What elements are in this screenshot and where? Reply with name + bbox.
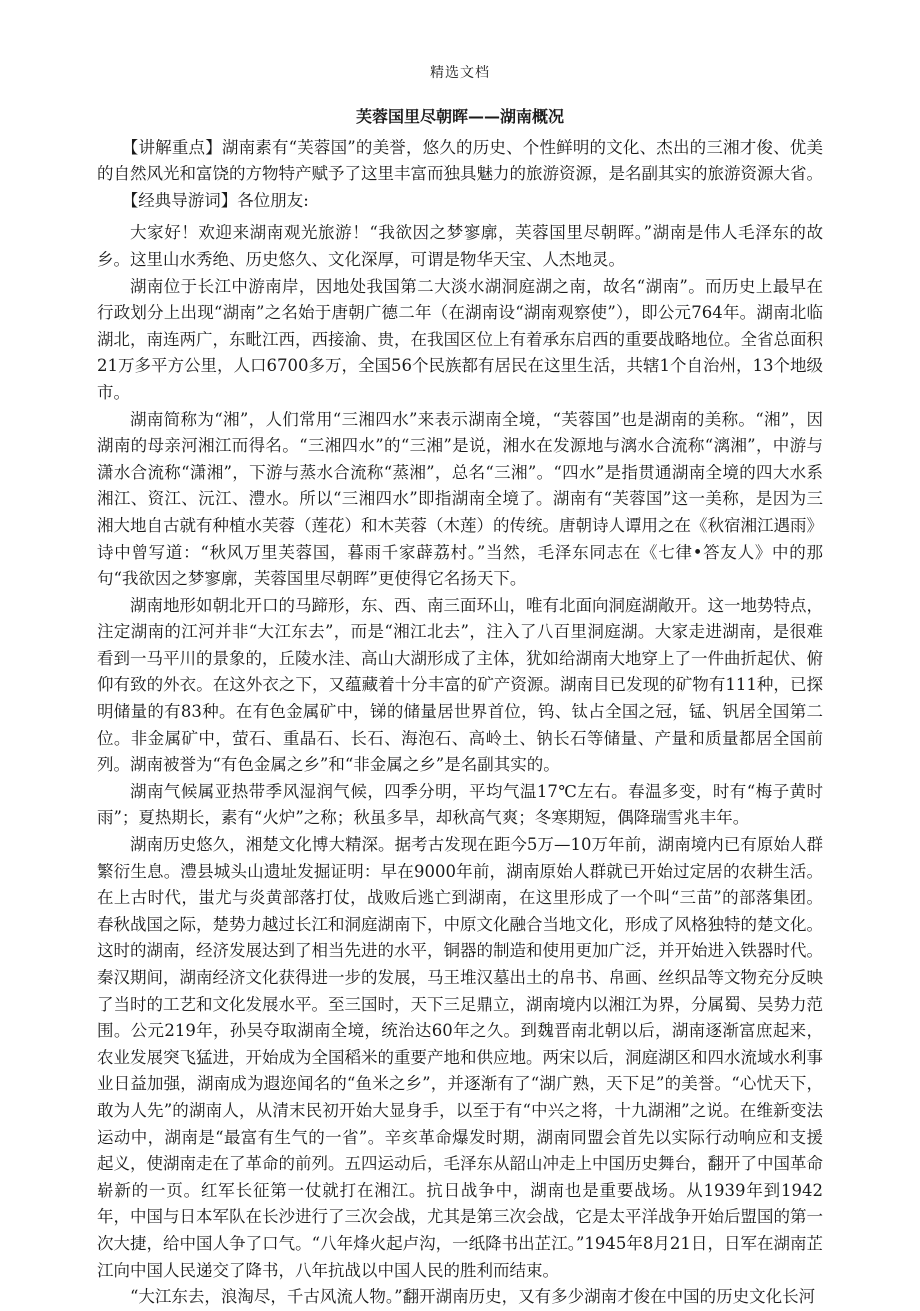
document-title: 芙蓉国里尽朝晖——湖南概况: [355, 107, 564, 126]
paragraph-history: 湖南历史悠久，湘楚文化博大精深。据考古发现在距今5万—10万年前，湖南境内已有原始人群繁衍生息。澧县城头山遗址发掘证明：早在9000年前，湖南原始人群就已开始过定居的农耕生活。在上古时代，蚩尤与炎黄部落打仗，战败后逃亡到湖南，在这里形成了一个叫“三苗”的部落集团。春秋战国之际，楚势力越过长江和洞庭湖南下，中原文化融合当地文化，形成了风格独特的楚文化。这时的湖南，经济发展达到了相当先进的水平，铜器的制造和使用更加广泛，并开始进入铁器时代。秦汉期间，湖南经济文化获得进一步的发展，马王堆汉墓出土的帛书、帛画、丝织品等文物充分反映了当时的工艺和文化发展水平。至三国时，天下三足鼎立，湖南境内以湘江为界，分属蜀、吴势力范围。公元219年，孙吴夺取湖南全境，统治达60年之久。到魏晋南北朝以后，湖南逐渐富庶起来，农业发展突飞猛进，开始成为全国稻米的重要产地和供应地。两宋以后，洞庭湖区和四水流域水利事业日益加强，湖南成为遐迩闻名的“鱼米之乡”，并逐渐有了“湖广熟，天下足”的美誉。“心忧天下，敢为人先”的湖南人，从清末民初开始大显身手，以至于有“中兴之将，十九湖湘”之说。在维新变法运动中，湖南是“最富有生气的一省”。辛亥革命爆发时期，湖南同盟会首先以实际行动响应和支援起义，使湖南走在了革命的前列。五四运动后，毛泽东从韶山冲走上中国历史舞台，翻开了中国革命崭新的一页。红军长征第一仗就打在湘江。抗日战争中，湖南也是重要战场。从1939年到1942年，中国与日本军队在长沙进行了三次会战，尤其是第三次会战，它是太平洋战争开始后盟国的第一次大捷，给中国人争了口气。“八年烽火起卢沟，一纸降书出芷江。”1945年8月21日，日军在湖南芷江向中国人民递交了降书，八年抗战以中国人民的胜利而结束。: [97, 835, 823, 1280]
paragraph-guide-intro: 【经典导游词】各位朋友:: [121, 190, 309, 210]
document-body: [97, 104, 823, 1311]
paragraph-terrain: 湖南地形如朝北开口的马蹄形，东、西、南三面环山，唯有北面向洞庭湖敞开。这一地势特点，注定湖南的江河并非“大江东去”，而是“湘江北去”，注入了八百里洞庭湖。大家走进湖南，是很难看到一马平川的景象的，丘陵水洼、高山大湖形成了主体，犹如给湖南大地穿上了一件曲折起伏、俯仰有致的外衣。在这外衣之下，又蕴藏着十分丰富的矿产资源。湖南目已发现的矿物有111种，已探明储量的有83种。在有色金属矿中，锑的储量居世界首位，钨、钛占全国之冠，锰、钒居全国第二位。非金属矿中，萤石、重晶石、长石、海泡石、高岭土、钠长石等储量、产量和质量都居全国前列。湖南被誉为“有色金属之乡”和“非金属之乡”是名副其实的。: [97, 595, 823, 775]
page-header: 精选文档: [430, 65, 490, 81]
paragraph-names: 湖南简称为“湘”，人们常用“三湘四水”来表示湖南全境，“芙蓉国”也是湖南的美称。“湘”，因湖南的母亲河湘江而得名。“三湘四水”的“三湘”是说，湘水在发源地与漓水合流称“漓湘”，中游与潇水合流称“潇湘”，下游与蒸水合流称“蒸湘”，总名“三湘”。“四水”是指贯通湖南全境的四大水系湘江、资江、沅江、澧水。所以“三湘四水”即指湖南全境了。湖南有“芙蓉国”这一美称，是因为三湘大地自古就有种植水芙蓉（莲花）和木芙蓉（木莲）的传统。唐朝诗人谭用之在《秋宿湘江遇雨》诗中曾写道：“秋风万里芙蓉国，暮雨千家薜荔村。”当然，毛泽东同志在《七律•答友人》中的那句“我欲因之梦寥廓，芙蓉国里尽朝晖”更使得它名扬天下。: [97, 409, 823, 589]
paragraph-welcome: 大家好！欢迎来湖南观光旅游！“我欲因之梦寥廓，芙蓉国里尽朝晖。”湖南是伟人毛泽东的故乡。这里山水秀绝、历史悠久、文化深厚，可谓是物华天宝、人杰地灵。: [97, 223, 823, 269]
paragraph-location: 湖南位于长江中游南岸，因地处我国第二大淡水湖洞庭湖之南，故名“湖南”。而历史上最早在行政划分上出现“湖南”之名始于唐朝广德二年（在湖南设“湖南观察使”），即公元764年。湖南北临湖北，南连两广，东毗江西，西接渝、贵，在我国区位上有着承东启西的重要战略地位。全省总面积21万多平方公里，人口6700多万，全国56个民族都有居民在这里生活，共辖1个自治州，13个地级市。: [97, 276, 823, 402]
paragraph-key-points: 【讲解重点】湖南素有“芙蓉国”的美誉，悠久的历史、个性鲜明的文化、杰出的三湘才俊、优美的自然风光和富饶的方物特产赋予了这里丰富而独具魅力的旅游资源，是名副其实的旅游资源大省。: [97, 137, 823, 184]
paragraph-talents: “大江东去，浪淘尽，千古风流人物。”翻开湖南历史，又有多少湖南才俊在中国的历史文化长河: [130, 1287, 816, 1307]
paragraph-climate: 湖南气候属亚热带季风湿润气候，四季分明，平均气温17℃左右。春温多变，时有“梅子黄时雨”；夏热期长，素有“火炉”之称；秋虽多旱，却秋高气爽；冬寒期短，偶降瑞雪兆丰年。: [97, 781, 823, 828]
